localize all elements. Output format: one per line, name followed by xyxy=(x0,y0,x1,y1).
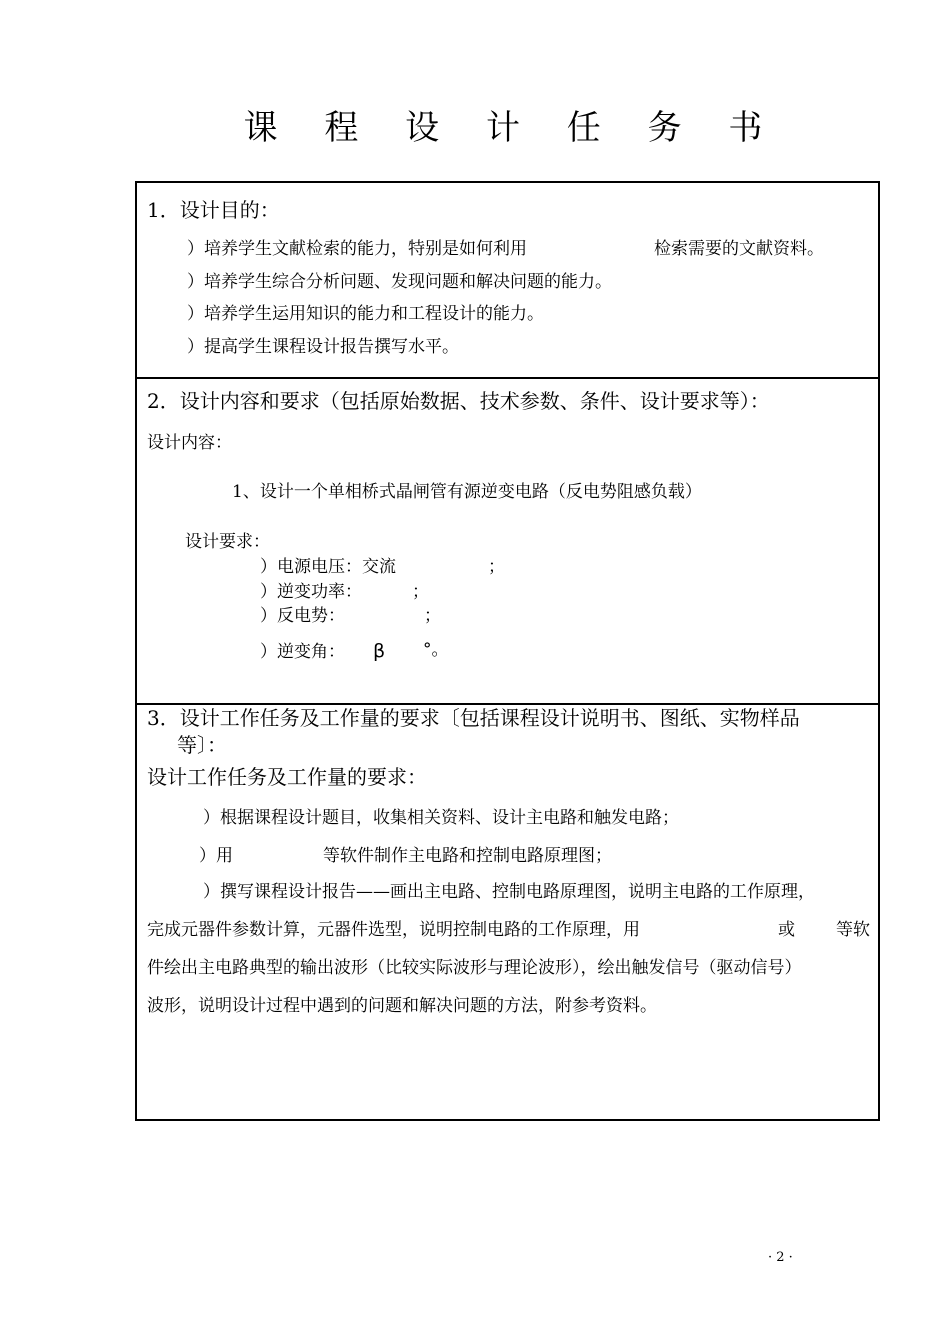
list-item: ）培养学生文献检索的能力，特别是如何利用 xyxy=(187,239,527,259)
list-item-suffix: 检索需要的文献资料。 xyxy=(654,239,824,259)
task-item: ）根据课程设计题目，收集相关资料、设计主电路和触发电路； xyxy=(203,808,679,828)
paragraph-line: 完成元器件参数计算，元器件选型，说明控制电路的工作原理，用 xyxy=(147,920,640,940)
list-item: ）培养学生综合分析问题、发现问题和解决问题的能力。 xyxy=(187,272,612,292)
paragraph-line: 波形，说明设计过程中遇到的问题和解决问题的方法，附参考资料。 xyxy=(147,996,657,1016)
requirement-item: ）电源电压：交流 xyxy=(260,557,396,577)
requirement-item: ）逆变角： xyxy=(260,642,345,662)
requirement-item: ）逆变功率： xyxy=(260,582,362,602)
task-table xyxy=(135,181,880,1121)
page-number: · 2 · xyxy=(768,1250,793,1265)
section3-heading-line2: 等〕： xyxy=(177,733,227,757)
paragraph-word: 等软 xyxy=(836,920,870,940)
beta-symbol: β xyxy=(373,640,386,662)
list-item: ）提高学生课程设计报告撰写水平。 xyxy=(187,337,459,357)
paragraph-word: 或 xyxy=(778,920,795,940)
section2-heading: 2．设计内容和要求（包括原始数据、技术参数、条件、设计要求等）： xyxy=(147,389,770,413)
section-divider xyxy=(137,377,878,379)
page-title: 课 程 设 计 任 务 书 xyxy=(243,108,781,148)
requirement-end: ； xyxy=(424,606,441,626)
section3-subheading: 设计工作任务及工作量的要求： xyxy=(147,765,427,789)
requirement-item: ）反电势： xyxy=(260,606,345,626)
paragraph-line: 件绘出主电路典型的输出波形（比较实际波形与理论波形），绘出触发信号（驱动信号） xyxy=(147,958,802,978)
section1-heading: 1．设计目的： xyxy=(147,198,280,222)
task-item-suffix: 等软件制作主电路和控制电路原理图； xyxy=(323,846,612,866)
requirement-end: ； xyxy=(412,582,429,602)
content-item: 1、设计一个单相桥式晶闸管有源逆变电路（反电势阻感负载） xyxy=(232,482,702,502)
content-label: 设计内容： xyxy=(147,433,232,453)
task-item: ）用 xyxy=(199,846,233,866)
section3-heading-line1: 3．设计工作任务及工作量的要求〔包括课程设计说明书、图纸、实物样品 xyxy=(147,706,800,730)
requirement-end: °。 xyxy=(423,640,449,660)
paragraph-line: ）撰写课程设计报告——画出主电路、控制电路原理图，说明主电路的工作原理， xyxy=(203,882,815,902)
requirement-end: ； xyxy=(488,557,505,577)
list-item: ）培养学生运用知识的能力和工程设计的能力。 xyxy=(187,304,544,324)
requirements-label: 设计要求： xyxy=(185,532,270,552)
